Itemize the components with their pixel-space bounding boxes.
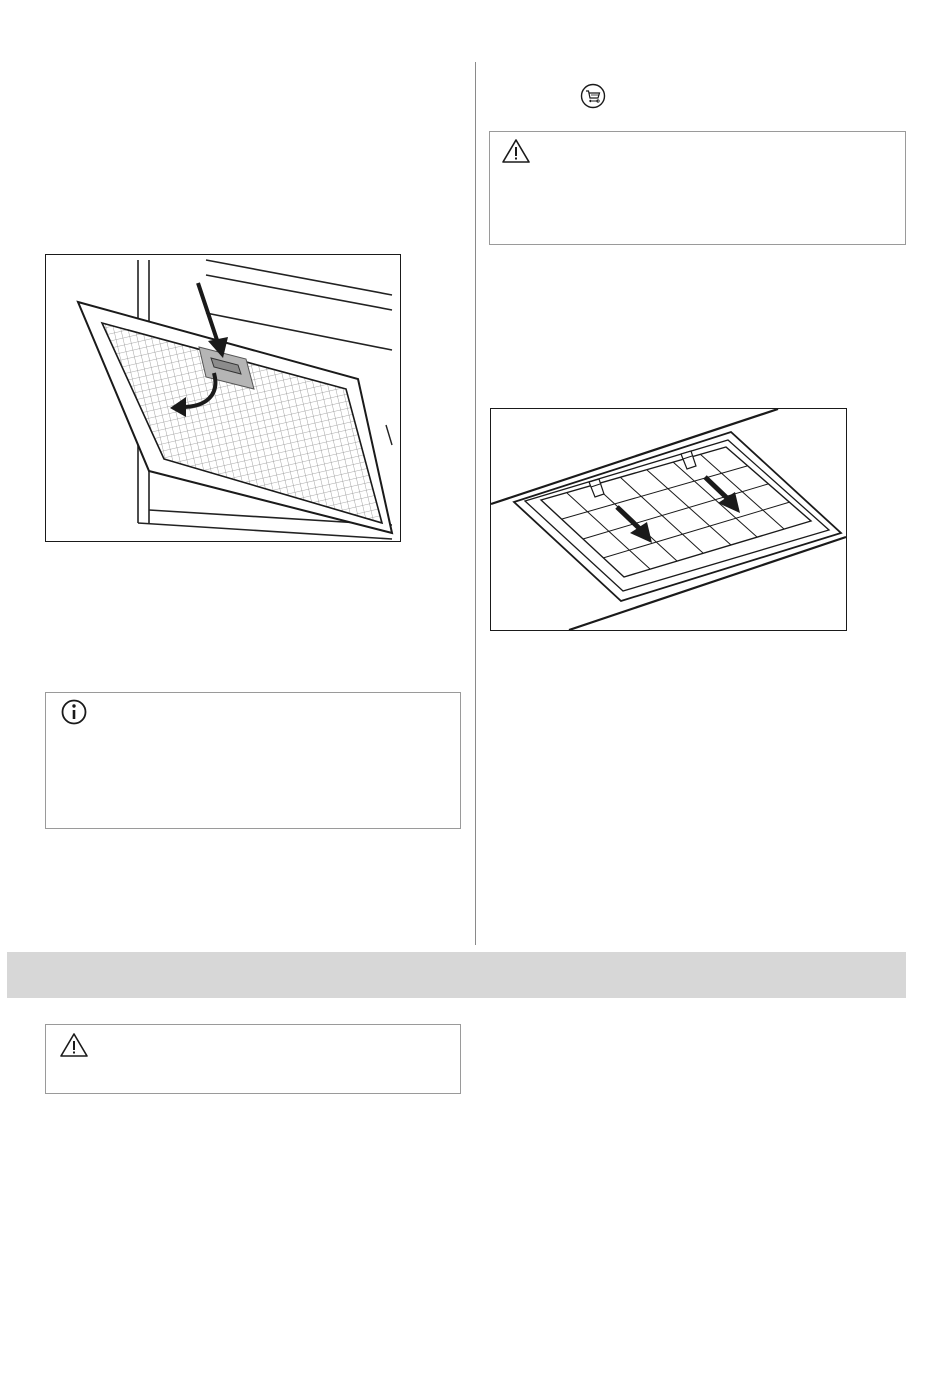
- warning-triangle-icon: [59, 1032, 89, 1058]
- column-divider: [475, 62, 476, 945]
- warning-notice-box: [489, 131, 906, 245]
- filter-removal-figure: [45, 254, 401, 542]
- info-icon: [60, 698, 88, 726]
- filter-insertion-figure: [490, 408, 847, 631]
- info-notice-box: [45, 692, 461, 829]
- warning-triangle-icon: [501, 138, 531, 164]
- bottom-warning-notice-box: [45, 1024, 461, 1094]
- section-heading-band: [7, 952, 906, 998]
- filter-insertion-illustration: [491, 409, 846, 630]
- filter-removal-illustration: [46, 255, 400, 541]
- shopping-cart-icon: [580, 83, 606, 109]
